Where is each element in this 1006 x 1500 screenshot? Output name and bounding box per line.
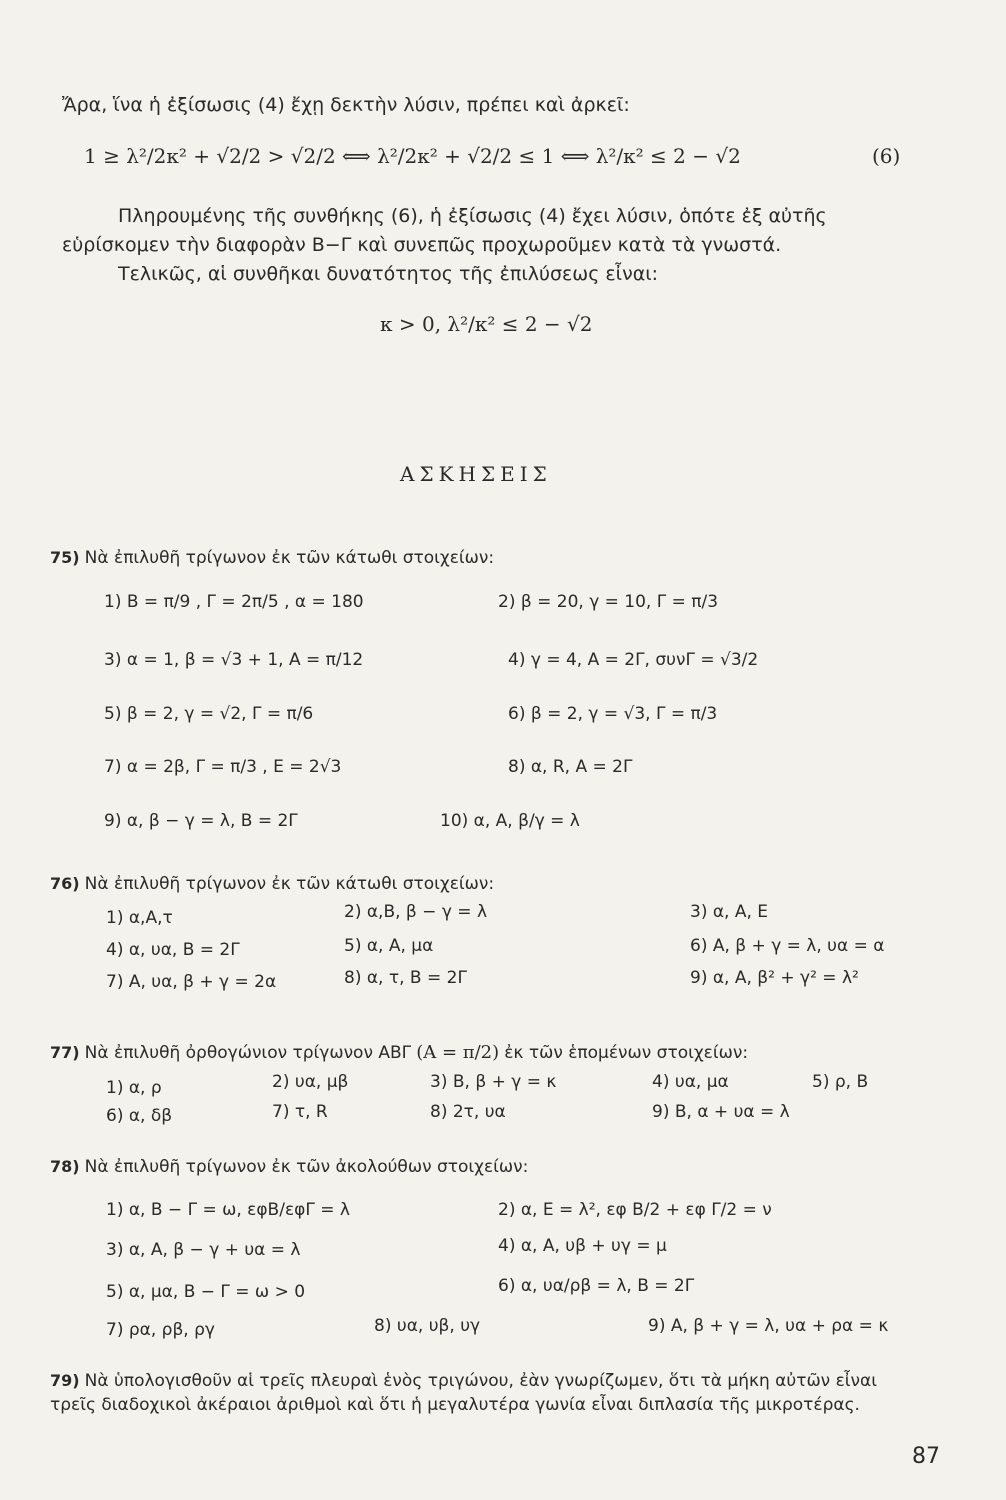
- exercise-number: 76): [50, 874, 80, 893]
- ex76-item-6: 6) Α, β + γ = λ, υα = α: [690, 936, 885, 956]
- exercise-number: 75): [50, 548, 80, 567]
- ex76-item-2: 2) α,Β, β − γ = λ: [344, 902, 488, 922]
- exercise-text: Νὰ ἐπιλυθῆ ὀρθογώνιον τρίγωνον ΑΒΓ: [84, 1043, 412, 1063]
- ex78-item-9: 9) Α, β + γ = λ, υα + ρα = κ: [648, 1316, 889, 1336]
- ex78-item-8: 8) υα, υβ, υγ: [374, 1316, 481, 1336]
- ex76-item-5: 5) α, Α, μα: [344, 936, 434, 956]
- exercise-text-line-1: Νὰ ὑπολογισθοῦν αἱ τρεῖς πλευραὶ ἑνὸς τριγώνου, ἐὰν γνωρίζωμεν, ὅτι τὰ μήκη αὐτῶν εἶναι: [84, 1371, 877, 1391]
- ex77-item-8: 8) 2τ, υα: [430, 1102, 506, 1122]
- ex78-item-3: 3) α, Α, β − γ + υα = λ: [106, 1240, 301, 1260]
- ex77-item-1: 1) α, ρ: [106, 1078, 162, 1098]
- ex76-item-7: 7) Α, υα, β + γ = 2α: [106, 972, 277, 992]
- intro-line-4: Τελικῶς, αἱ συνθῆκαι δυνατότητος τῆς ἐπιλύσεως εἶναι:: [118, 263, 659, 285]
- intro-line-1: Ἄρα, ἵνα ἡ ἐξίσωσις (4) ἔχῃ δεκτὴν λύσιν, πρέπει καὶ ἀρκεῖ:: [62, 94, 630, 116]
- ex76-item-9: 9) α, Α, β² + γ² = λ²: [690, 968, 859, 988]
- exercise-78: [50, 1157, 528, 1177]
- ex75-item-5: 5) β = 2, γ = √2, Γ = π/6: [104, 704, 314, 724]
- feasibility-condition: κ > 0, λ²/κ² ≤ 2 − √2: [380, 312, 593, 336]
- ex75-item-7: 7) α = 2β, Γ = π/3 , Ε = 2√3: [104, 757, 342, 777]
- exercise-number: 77): [50, 1043, 80, 1062]
- ex78-item-1: 1) α, Β − Γ = ω, εφΒ/εφΓ = λ: [106, 1200, 350, 1220]
- intro-line-2: Πληρουμένης τῆς συνθήκης (6), ἡ ἐξίσωσις (4) ἔχει λύσιν, ὁπότε ἐξ αὐτῆς: [118, 205, 827, 227]
- ex75-item-4: 4) γ = 4, Α = 2Γ, συνΓ = √3/2: [508, 650, 759, 670]
- page-number: 87: [912, 1444, 940, 1469]
- intro-line-3: εὑρίσκομεν τὴν διαφορὰν Β−Γ καὶ συνεπῶς προχωροῦμεν κατὰ τὰ γνωστά.: [62, 234, 782, 256]
- exercise-77: [50, 1042, 748, 1063]
- exercise-75: [50, 548, 494, 568]
- exercise-text-end: ἐκ τῶν ἑπομένων στοιχείων:: [504, 1043, 749, 1063]
- ex78-item-7: 7) ρα, ρβ, ργ: [106, 1320, 215, 1340]
- right-angle-condition: (Α = π/2): [416, 1042, 500, 1063]
- ex76-item-4: 4) α, υα, Β = 2Γ: [106, 940, 240, 960]
- formula-tag: (6): [872, 144, 901, 168]
- ex76-item-1: 1) α,Α,τ: [106, 908, 173, 928]
- ex75-item-10: 10) α, Α, β/γ = λ: [440, 811, 580, 831]
- exercise-79-line-2: τρεῖς διαδοχικοὶ ἀκέραιοι ἀριθμοὶ καὶ ὅτι ἡ μεγαλυτέρα γωνία εἶναι διπλασία τῆς μικροτέρας.: [50, 1395, 860, 1415]
- ex75-item-1: 1) Β = π/9 , Γ = 2π/5 , α = 180: [104, 592, 364, 612]
- ex75-item-9: 9) α, β − γ = λ, Β = 2Γ: [104, 811, 298, 831]
- exercise-76: [50, 874, 494, 894]
- ex76-item-8: 8) α, τ, Β = 2Γ: [344, 968, 467, 988]
- ex75-item-3: 3) α = 1, β = √3 + 1, Α = π/12: [104, 650, 364, 670]
- ex76-item-3: 3) α, Α, Ε: [690, 902, 769, 922]
- ex77-item-2: 2) υα, μβ: [272, 1072, 349, 1092]
- ex77-item-4: 4) υα, μα: [652, 1072, 729, 1092]
- exercise-text: Νὰ ἐπιλυθῆ τρίγωνον ἐκ τῶν ἀκολούθων στοιχείων:: [84, 1157, 529, 1177]
- ex75-item-2: 2) β = 20, γ = 10, Γ = π/3: [498, 592, 719, 612]
- section-heading: ΑΣΚΗΣΕΙΣ: [400, 462, 552, 486]
- exercise-number: 79): [50, 1371, 80, 1390]
- ex77-item-5: 5) ρ, Β: [812, 1072, 869, 1092]
- ex78-item-2: 2) α, Ε = λ², εφ Β/2 + εφ Γ/2 = ν: [498, 1200, 772, 1220]
- ex77-item-3: 3) Β, β + γ = κ: [430, 1072, 557, 1092]
- exercise-text: Νὰ ἐπιλυθῆ τρίγωνον ἐκ τῶν κάτωθι στοιχείων:: [84, 548, 495, 568]
- inequality-formula: 1 ≥ λ²/2κ² + √2/2 > √2/2 ⟺ λ²/2κ² + √2/2 ≤ 1 ⟺ λ²/κ² ≤ 2 − √2: [84, 144, 741, 168]
- ex77-item-9: 9) Β, α + υα = λ: [652, 1102, 790, 1122]
- exercise-text: Νὰ ἐπιλυθῆ τρίγωνον ἐκ τῶν κάτωθι στοιχείων:: [84, 874, 495, 894]
- ex75-item-8: 8) α, R, Α = 2Γ: [508, 757, 633, 777]
- ex78-item-4: 4) α, Α, υβ + υγ = μ: [498, 1236, 667, 1256]
- exercise-number: 78): [50, 1157, 80, 1176]
- exercise-79: [50, 1371, 877, 1391]
- ex78-item-5: 5) α, μα, Β − Γ = ω > 0: [106, 1282, 306, 1302]
- ex77-item-6: 6) α, δβ: [106, 1106, 173, 1126]
- ex77-item-7: 7) τ, R: [272, 1102, 328, 1122]
- ex75-item-6: 6) β = 2, γ = √3, Γ = π/3: [508, 704, 718, 724]
- ex78-item-6: 6) α, υα/ρβ = λ, Β = 2Γ: [498, 1276, 695, 1296]
